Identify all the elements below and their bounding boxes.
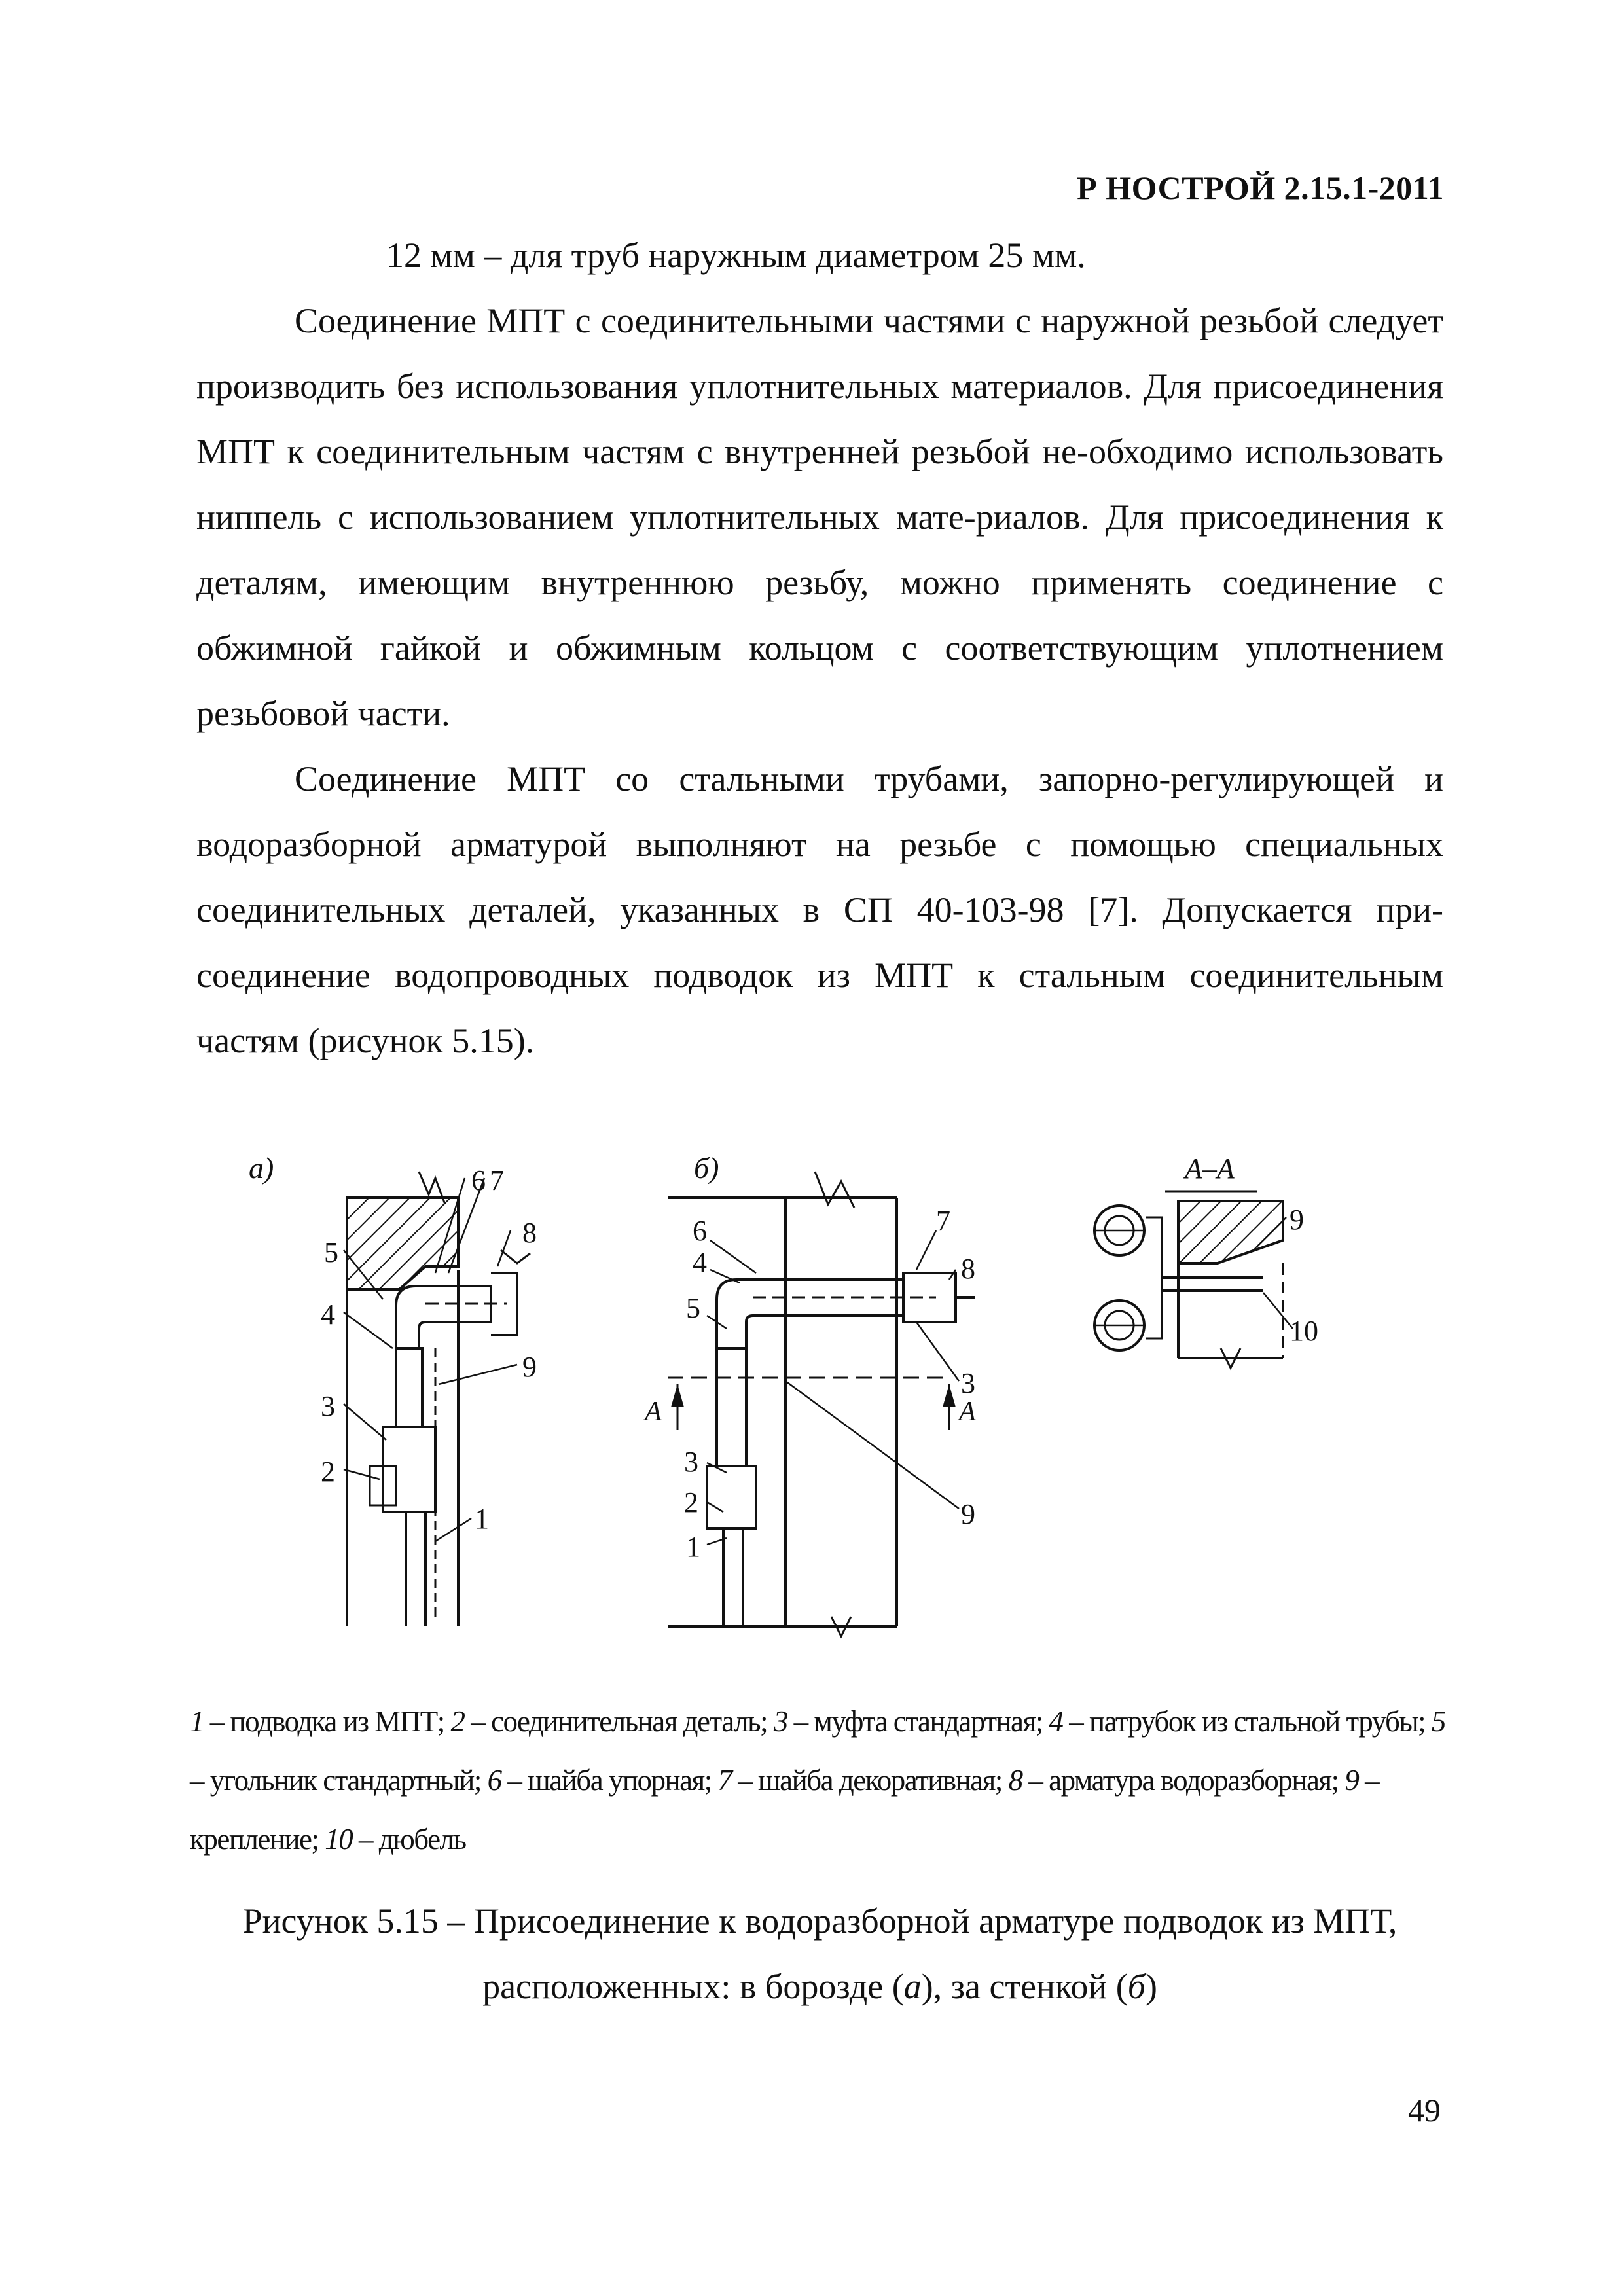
caption-part-a: расположенных: в борозде ( (482, 1967, 904, 2006)
panel-b-label: б) (694, 1151, 719, 1185)
legend-text-1: – подводка из МПТ; (204, 1705, 451, 1738)
callout-b-8: 8 (961, 1253, 975, 1285)
legend-text-7: – шайба декоративная; (731, 1764, 1009, 1797)
panel-b-drawing (643, 1151, 976, 1636)
callout-b-5: 5 (686, 1292, 700, 1324)
callout-a-1: 1 (475, 1503, 489, 1535)
paragraph-3-text: Соединение МПТ со стальными трубами, запорно-регулирующей и водоразборной арматурой выполняют на резьбе с помощью специальных соединительных деталей, указанных в СП 40-103-98 [7]. Допускается при-соединение водопроводных подводок из МПТ к стальным соединительным частям (рисунок 5.15). (196, 759, 1443, 1060)
legend-line-1 (190, 1692, 1447, 1869)
callout-b-9: 9 (961, 1498, 975, 1530)
callout-b-2: 2 (684, 1486, 698, 1518)
legend-num-3: 3 (773, 1705, 787, 1738)
caption-part-b: ), за стенкой ( (921, 1967, 1128, 2006)
legend-num-1: 1 (190, 1705, 204, 1738)
legend-text-3: – муфта стандартная; (787, 1705, 1049, 1738)
panel-a-label: а) (249, 1151, 274, 1185)
callout-a-9: 9 (522, 1351, 537, 1383)
callout-b-1: 1 (686, 1531, 700, 1563)
paragraph-1-text: 12 мм – для труб наружным диаметром 25 мм. (386, 236, 1086, 275)
legend-num-10: 10 (325, 1823, 353, 1856)
paragraph-2-text: Соединение МПТ с соединительными частями с наружной резьбой следует производить без использования уплотнительных материалов. Для присоединения МПТ к соединительным частям с внутренней резьбой не-обходимо использовать ниппель с использованием уплотнительных мате-риалов. Для присоединения к деталям, имеющим внутреннюю резьбу, можно применять соединение с обжимной гайкой и обжимным кольцом с соответствующим уплотнением резьбовой части. (196, 301, 1443, 733)
paragraph-2 (196, 288, 1443, 746)
legend-num-7: 7 (717, 1764, 732, 1797)
legend-num-8: 8 (1008, 1764, 1022, 1797)
document-code: Р НОСТРОЙ 2.15.1-2011 (1077, 170, 1444, 206)
cut-label-right: А (959, 1397, 976, 1427)
caption-line-2 (196, 1954, 1443, 2019)
callout-b-3-right: 3 (961, 1367, 975, 1399)
caption-part-c: ) (1145, 1967, 1157, 2006)
legend-text-10: – дюбель (352, 1823, 466, 1856)
callout-b-7: 7 (936, 1205, 950, 1237)
section-aa-drawing (1093, 1153, 1318, 1368)
legend-num-4: 4 (1049, 1705, 1063, 1738)
section-label: А–А (1185, 1153, 1235, 1185)
legend-num-9: 9 (1344, 1764, 1359, 1797)
callout-a-4: 4 (321, 1299, 335, 1331)
callout-b-6: 6 (693, 1215, 707, 1247)
panel-a-drawing (249, 1151, 537, 1626)
legend-text-9: – крепление; (190, 1764, 1379, 1856)
legend-text-4: – патрубок из стальной трубы; (1062, 1705, 1432, 1738)
callout-a-3: 3 (321, 1390, 335, 1422)
callout-a-5: 5 (324, 1236, 338, 1268)
legend-text-2: – соединительная деталь; (464, 1705, 774, 1738)
callout-a-6: 6 (471, 1164, 486, 1196)
figure-5-15 (209, 1132, 1427, 1656)
legend-text-8: – арматура водоразборная; (1022, 1764, 1345, 1797)
legend-text-5: – угольник стандартный; (190, 1764, 488, 1797)
callout-a-2: 2 (321, 1456, 335, 1488)
page-number: 49 (1408, 2092, 1441, 2128)
callout-b-3-left: 3 (684, 1446, 698, 1478)
caption-line-1: Рисунок 5.15 – Присоединение к водоразборной арматуре подводок из МПТ, (242, 1901, 1398, 1941)
cut-label-left: А (645, 1397, 662, 1427)
figure-caption (196, 1888, 1443, 2019)
callout-a-8: 8 (522, 1217, 537, 1249)
figure-legend (190, 1692, 1447, 1869)
legend-text-6: – шайба упорная; (501, 1764, 718, 1797)
legend-num-5: 5 (1431, 1705, 1445, 1738)
callout-a-7: 7 (490, 1164, 504, 1196)
legend-num-2: 2 (450, 1705, 465, 1738)
callout-section-9: 9 (1290, 1204, 1304, 1236)
callout-b-4: 4 (693, 1246, 707, 1278)
callout-section-10: 10 (1290, 1315, 1318, 1347)
legend-num-6: 6 (487, 1764, 501, 1797)
paragraph-3 (196, 746, 1443, 1073)
figure-drawing (209, 1132, 1427, 1656)
paragraph-1 (196, 223, 1443, 288)
caption-ref-b: б (1127, 1967, 1146, 2006)
caption-ref-a: а (903, 1967, 922, 2006)
